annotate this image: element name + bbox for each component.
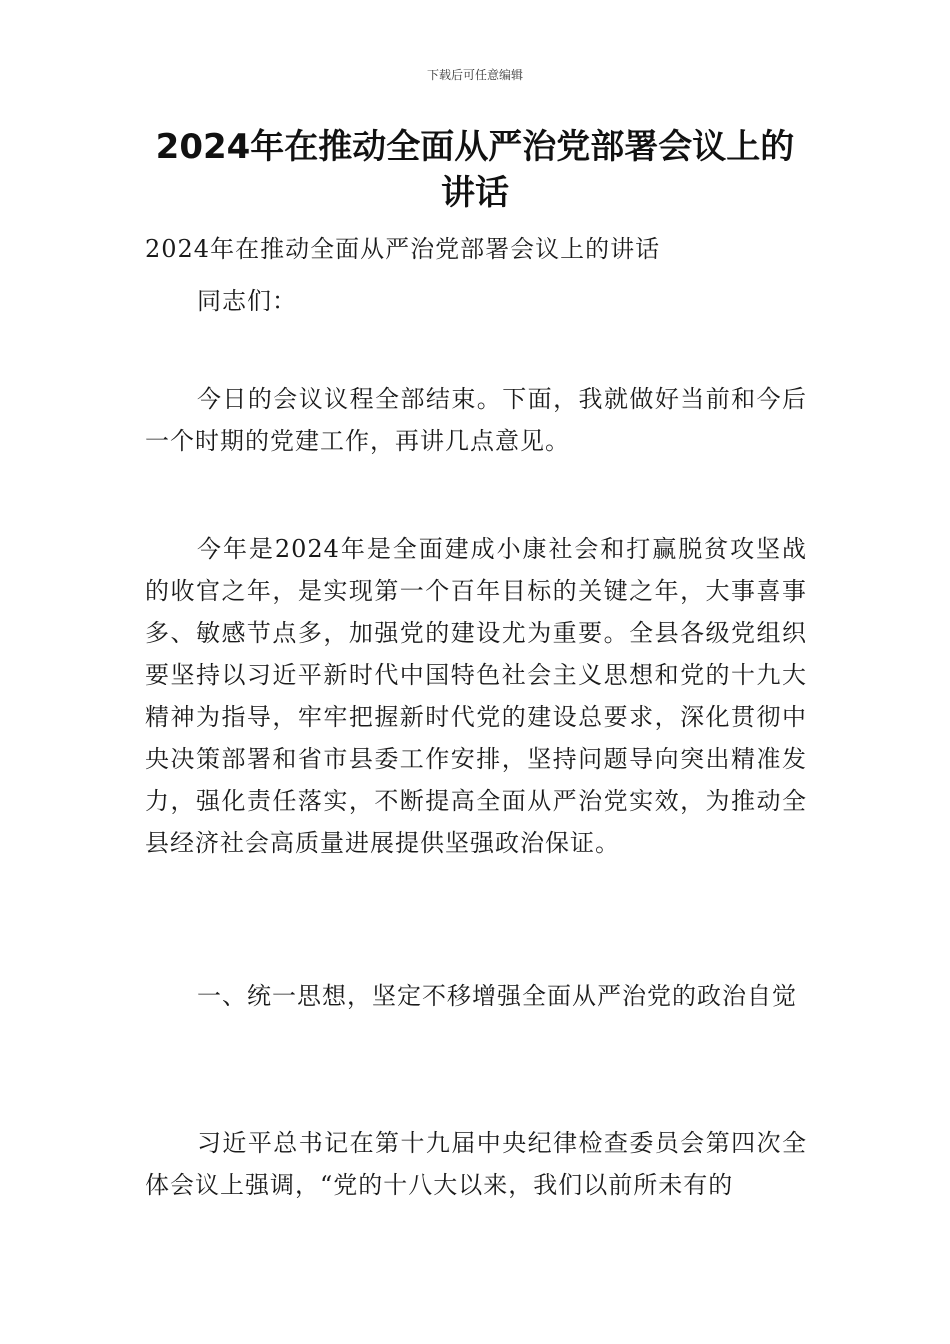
greeting: 同志们：: [197, 287, 297, 315]
document-subtitle: 2024年在推动全面从严治党部署会议上的讲话: [145, 235, 661, 263]
paragraph-2: 今年是2024年是全面建成小康社会和打赢脱贫攻坚战的收官之年，是实现第一个百年目标的关键之年，大事喜事多、敏感节点多，加强党的建设尤为重要。全县各级党组织要坚持以习近平新时代中国特色社会主义思想和党的十九大精神为指导，牢牢把握新时代党的建设总要求，深化贯彻中央决策部署和省市县委工作安排，坚持问题导向突出精准发力，强化责任落实，不断提高全面从严治党实效，为推动全县经济社会高质量进展提供坚强政治保证。: [145, 535, 807, 857]
header-note: 下载后可任意编辑: [426, 68, 523, 82]
section-heading-1: 一、统一思想，坚定不移增强全面从严治党的政治自觉: [197, 982, 797, 1010]
document-title: 2024年在推动全面从严治党部署会议上的讲话: [155, 127, 795, 213]
paragraph-1: 今日的会议议程全部结束。下面，我就做好当前和今后一个时期的党建工作，再讲几点意见。: [145, 385, 807, 455]
paragraph-3: 习近平总书记在第十九届中央纪律检查委员会第四次全体会议上强调，“党的十八大以来，我们以前所未有的: [145, 1129, 807, 1199]
